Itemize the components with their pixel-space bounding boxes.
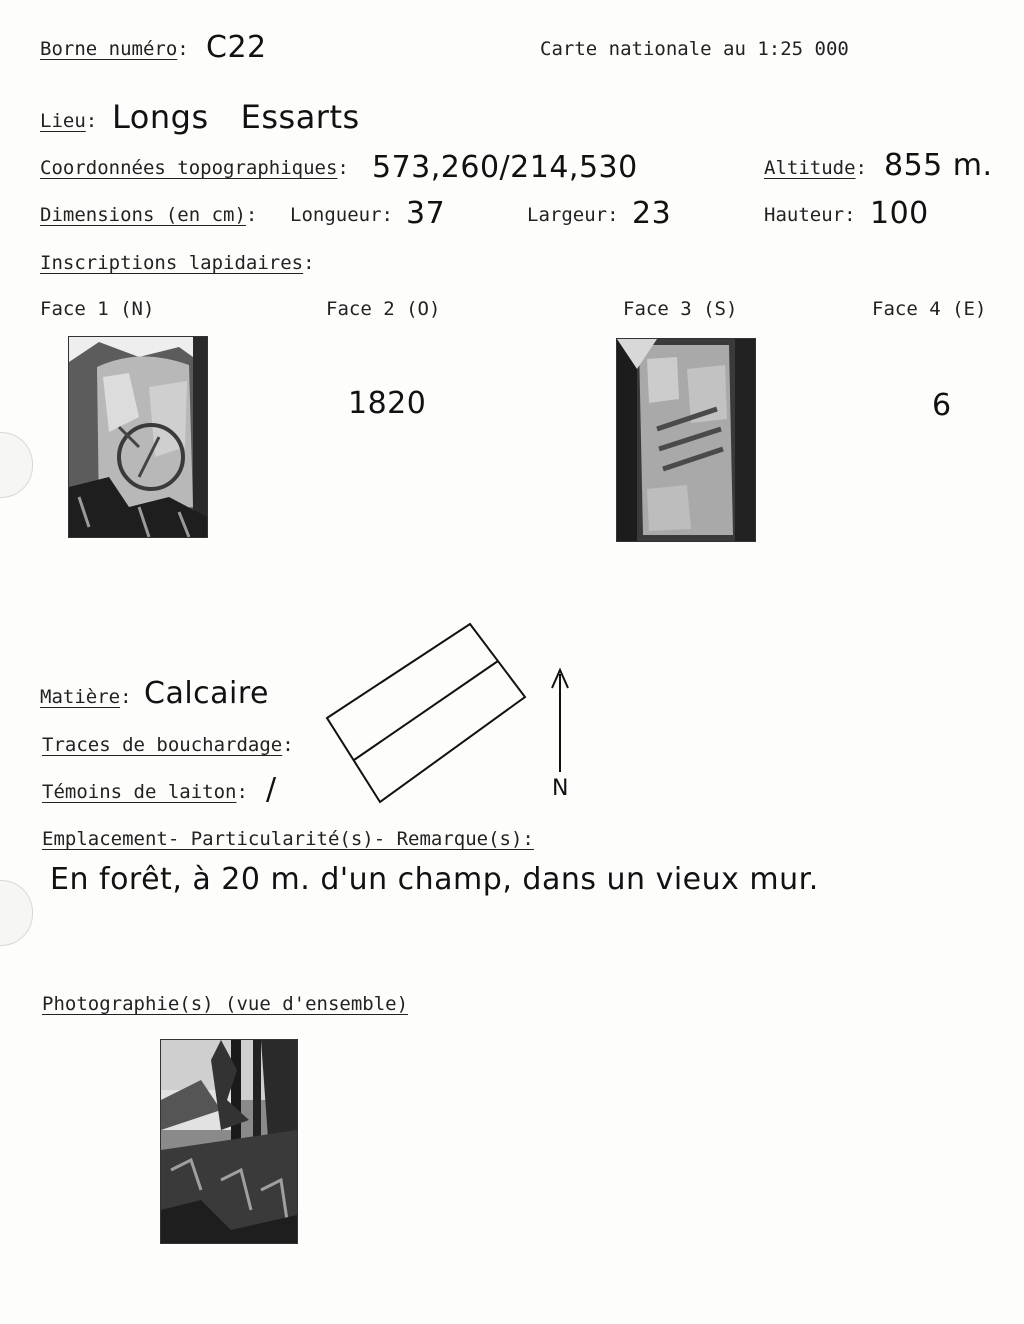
dimensions-label-group: Dimensions (en cm): <box>40 204 258 226</box>
coordonnees-label: Coordonnées topographiques <box>40 157 338 179</box>
largeur-value: 23 <box>632 196 672 231</box>
largeur-label: Largeur <box>527 204 608 226</box>
borne-label-group: Borne numéro: <box>40 38 189 60</box>
hauteur-label: Hauteur <box>764 204 845 226</box>
hauteur-label-group: Hauteur: <box>764 204 856 226</box>
longueur-label-group: Longueur: <box>290 204 393 226</box>
lieu-label: Lieu <box>40 110 86 132</box>
face-4-inscription: 6 <box>932 388 952 423</box>
largeur-label-group: Largeur: <box>527 204 619 226</box>
north-arrow-icon <box>548 666 572 776</box>
matiere-label: Matière <box>40 686 121 708</box>
inscriptions-label: Inscriptions lapidaires <box>40 252 304 274</box>
temoins-label: Témoins de laiton <box>42 781 237 803</box>
face-1-photo <box>68 336 208 538</box>
lieu-value: Longs Essarts <box>112 98 360 136</box>
matiere-label-group: Matière: <box>40 686 132 708</box>
photographies-label: Photographie(s) (vue d'ensemble) <box>42 993 409 1015</box>
altitude-label-group: Altitude: <box>764 157 867 179</box>
temoins-label-group: Témoins de laiton: <box>42 781 248 803</box>
face-3-photo <box>616 338 756 542</box>
temoins-value: / <box>266 772 277 807</box>
remarques-text: En forêt, à 20 m. d'un champ, dans un vieux mur. <box>50 862 819 897</box>
coordonnees-label-group: Coordonnées topographiques: <box>40 157 349 179</box>
remarques-label: Emplacement- Particularité(s)- Remarque(s): <box>42 828 534 850</box>
carte-nationale: Carte nationale au 1:25 000 <box>540 38 849 60</box>
inscriptions-label-group: Inscriptions lapidaires: <box>40 252 315 274</box>
face-3-label: Face 3 (S) <box>623 298 738 320</box>
bouchardage-label: Traces de bouchardage <box>42 734 283 756</box>
longueur-label: Longueur <box>290 204 382 226</box>
bouchardage-label-group: Traces de bouchardage: <box>42 734 294 756</box>
lieu-label-group: Lieu: <box>40 110 98 132</box>
matiere-value: Calcaire <box>144 676 270 711</box>
borne-label: Borne numéro <box>40 38 178 60</box>
north-label: N <box>552 776 569 801</box>
coordonnees-value: 573,260/214,530 <box>372 150 638 185</box>
face-2-label: Face 2 (O) <box>326 298 441 320</box>
longueur-value: 37 <box>406 196 446 231</box>
borne-orientation-sketch <box>320 615 540 810</box>
hauteur-value: 100 <box>870 196 929 231</box>
face-4-label: Face 4 (E) <box>872 298 987 320</box>
altitude-value: 855 m. <box>884 148 993 183</box>
face-2-inscription: 1820 <box>348 386 427 421</box>
punch-hole <box>0 880 33 946</box>
overview-photo <box>160 1039 298 1244</box>
punch-hole <box>0 432 33 498</box>
borne-value: C22 <box>206 30 267 65</box>
dimensions-label: Dimensions (en cm) <box>40 204 246 226</box>
altitude-label: Altitude <box>764 157 856 179</box>
face-1-label: Face 1 (N) <box>40 298 155 320</box>
